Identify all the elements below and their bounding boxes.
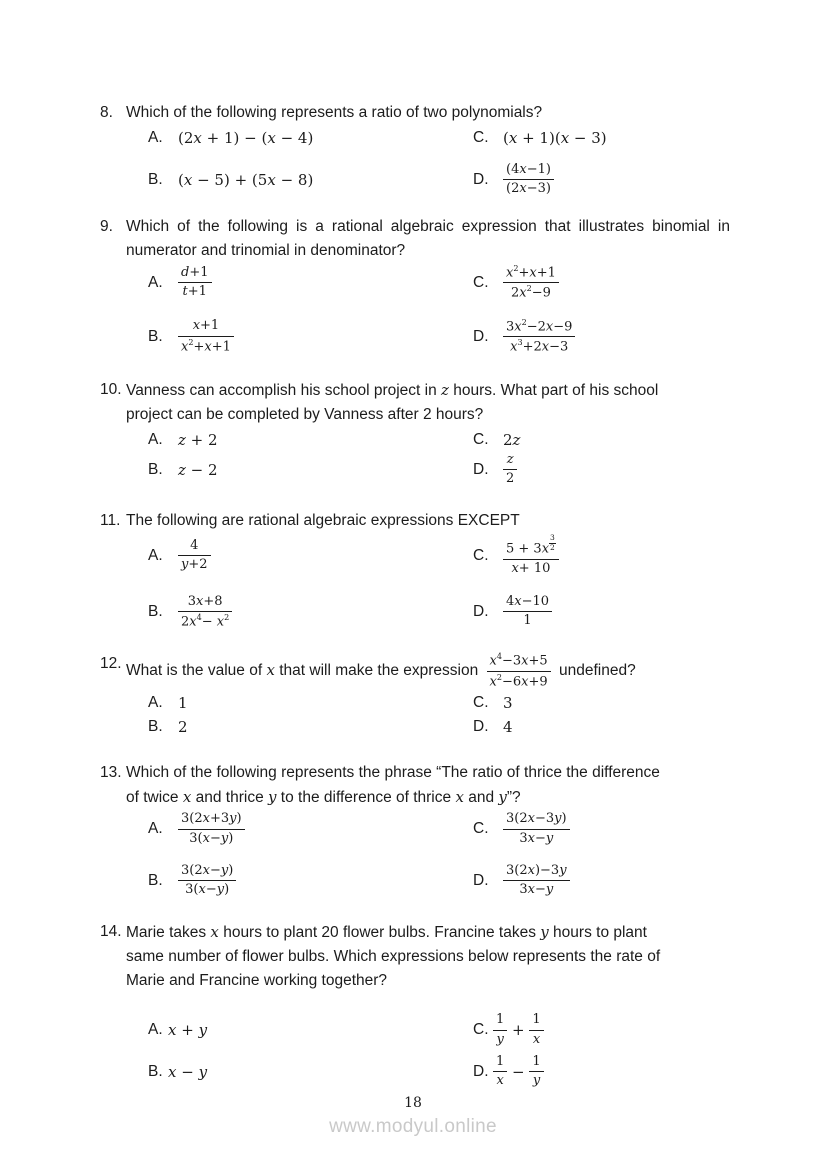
prompt-text: Marie takes — [126, 924, 211, 942]
option-content — [503, 694, 513, 712]
fraction-numerator: 1 — [493, 1054, 507, 1072]
prompt-text: ”? — [506, 789, 521, 807]
inline-math: x — [455, 788, 464, 807]
page-number: 18 — [404, 1095, 422, 1111]
fraction-denominator: 3(x−y) — [185, 882, 230, 898]
option-content — [503, 452, 517, 488]
exponent: 4 — [196, 612, 202, 622]
fraction — [493, 1054, 507, 1090]
exponent: 4 — [496, 652, 502, 662]
option-content — [503, 863, 570, 899]
option-label: D. — [473, 602, 489, 620]
option-row — [126, 811, 730, 847]
option-content — [503, 811, 570, 847]
option-row — [126, 1054, 730, 1090]
exponent: 2 — [496, 672, 502, 682]
option-c — [473, 126, 730, 150]
option-content — [178, 129, 313, 147]
fraction-denominator: $x^2+x+1$ — [181, 337, 231, 354]
inline-math: x — [182, 788, 192, 807]
option-b — [148, 863, 473, 899]
option-b — [148, 715, 473, 739]
option-d — [473, 594, 730, 631]
fraction-numerator: 5 + 3x $\frac{3}{2}$ — [503, 534, 559, 560]
prompt-text: Vanness can accomplish his school project in — [126, 381, 442, 399]
option-content — [503, 431, 520, 449]
option-label: C. — [473, 546, 489, 564]
fraction-numerator: $x^4-3x+5$ — [487, 652, 551, 672]
fraction-numerator: 4 — [178, 538, 211, 556]
option-b — [148, 318, 473, 356]
inline-math: 4 — [503, 718, 513, 737]
option-label: C. — [473, 129, 489, 146]
question-number: 10. — [100, 380, 122, 398]
option-b — [148, 1054, 473, 1090]
question-body — [126, 215, 730, 356]
prompt-text: that will make the expression — [274, 662, 483, 680]
inline-math: z + 2 — [178, 430, 218, 449]
prompt-text: The following are rational algebraic expressions EXCEPT — [126, 512, 520, 530]
option-content — [178, 594, 232, 631]
fraction-denominator: x+ 10 — [511, 561, 551, 577]
option-content — [503, 534, 559, 577]
inline-math: x — [266, 661, 275, 680]
question-prompt — [126, 101, 730, 125]
option-b — [148, 452, 473, 488]
option-d — [473, 1054, 730, 1090]
fraction-numerator: 1 — [493, 1012, 507, 1030]
options-grid — [126, 534, 730, 630]
prompt-text: Which of the following is a rational algebraic expression that illustrates binomial in numerator and trinomial in denominator? — [126, 217, 730, 259]
option-content — [178, 318, 234, 355]
inline-math: x + y — [168, 1021, 208, 1040]
option-label: C. — [473, 1021, 489, 1039]
fraction — [178, 863, 236, 899]
fraction-denominator: 2 — [506, 471, 515, 487]
fraction — [178, 811, 245, 847]
option-d — [473, 162, 730, 198]
option-label: B. — [148, 1062, 163, 1080]
option-a — [148, 428, 473, 452]
fraction-numerator: 4x−10 — [503, 594, 552, 612]
option-content — [503, 264, 559, 302]
option-label: D. — [473, 871, 489, 889]
fraction-denominator: (2x−3) — [506, 181, 551, 197]
option-row — [126, 691, 730, 715]
inline-math: y — [498, 788, 507, 807]
option-c — [473, 691, 730, 715]
question-prompt — [126, 378, 730, 427]
exponent: 2 — [513, 263, 519, 273]
option-label: B. — [148, 170, 163, 188]
fraction-denominator: 3(x−y) — [189, 830, 234, 846]
option-d — [473, 452, 730, 488]
option-label: A. — [148, 820, 163, 838]
question-10 — [100, 378, 730, 488]
option-label: D. — [473, 460, 489, 478]
prompt-text: and — [463, 789, 499, 807]
fraction-denominator: 3x−y — [519, 830, 554, 846]
option-a — [148, 691, 473, 715]
option-a — [148, 1012, 473, 1048]
options-grid — [126, 428, 730, 488]
option-label: A. — [148, 546, 163, 564]
fraction-numerator: 1 — [529, 1054, 543, 1072]
option-row — [126, 264, 730, 302]
option-a — [148, 126, 473, 150]
question-8 — [100, 101, 730, 198]
fraction — [503, 811, 570, 847]
inline-math: (2x + 1) − (x − 4) — [178, 129, 314, 147]
inline-math: z — [441, 380, 449, 399]
option-label: C. — [473, 694, 489, 712]
option-label: C. — [473, 430, 489, 448]
prompt-text: of twice — [126, 789, 183, 807]
option-row — [126, 534, 730, 577]
option-row — [126, 162, 730, 198]
option-label: A. — [148, 1021, 163, 1039]
question-13 — [100, 761, 730, 898]
fraction-numerator: (4x−1) — [503, 162, 554, 180]
prompt-text: and thrice — [191, 789, 269, 807]
exponent: 3 — [517, 338, 523, 348]
fraction-denominator: y — [496, 1031, 504, 1047]
inline-math: + — [507, 1021, 530, 1040]
inline-math: x — [210, 923, 219, 942]
option-label: A. — [148, 129, 163, 146]
option-row — [126, 594, 730, 631]
fraction — [503, 863, 570, 899]
fraction-numerator: 3(2x+3y) — [178, 811, 245, 829]
option-label: B. — [148, 327, 163, 345]
option-label: C. — [473, 820, 489, 838]
option-row — [126, 452, 730, 488]
exponent: 2 — [188, 337, 194, 347]
option-content — [178, 718, 188, 736]
option-content — [178, 265, 212, 301]
option-content — [178, 538, 211, 574]
fraction-denominator: t+1 — [182, 284, 207, 300]
prompt-text: project can be completed by Vanness after 2 hours? — [126, 405, 484, 423]
fraction-numerator: 1 — [529, 1012, 543, 1030]
option-a — [148, 264, 473, 302]
options-grid — [126, 1012, 730, 1089]
prompt-text: to the difference of thrice — [276, 789, 456, 807]
question-body — [126, 920, 730, 1089]
fraction — [493, 1012, 507, 1048]
fraction — [178, 538, 211, 574]
question-prompt — [126, 761, 730, 810]
option-content — [178, 461, 218, 479]
prompt-text: What is the value of — [126, 662, 267, 680]
fraction-numerator: d+1 — [178, 265, 212, 283]
question-number: 8. — [100, 104, 113, 121]
question-prompt — [126, 652, 730, 690]
fraction-denominator: 1 — [523, 613, 532, 629]
fraction-numerator: 3(2x)−3y — [503, 863, 570, 881]
fraction — [503, 534, 559, 577]
option-label: D. — [473, 327, 489, 345]
watermark: www.modyul.online — [329, 1116, 497, 1137]
fraction-denominator: $2x^4- x^2$ — [181, 612, 230, 630]
fraction-numerator: $x^2+x+1$ — [503, 264, 559, 284]
prompt-text: hours. What part of his school — [448, 381, 659, 399]
fraction — [503, 318, 575, 356]
inline-math: 2 — [178, 718, 188, 737]
question-prompt — [126, 509, 730, 533]
question-12 — [100, 652, 730, 739]
question-number: 11. — [100, 512, 121, 530]
option-label: B. — [148, 871, 163, 889]
option-content — [503, 162, 554, 198]
option-label: B. — [148, 460, 163, 478]
fraction-numerator: x+1 — [178, 318, 234, 336]
fraction-denominator: $2x^2-9$ — [510, 284, 551, 301]
fraction-denominator: y — [532, 1073, 541, 1089]
question-body — [126, 652, 730, 739]
option-b — [148, 162, 473, 198]
question-11 — [100, 509, 730, 630]
question-number: 13. — [100, 764, 122, 782]
inline-math: z − 2 — [178, 460, 218, 479]
option-label: D. — [473, 170, 489, 188]
fraction — [487, 652, 551, 690]
option-row — [126, 1012, 730, 1048]
options-grid — [126, 811, 730, 898]
inline-math: x − y — [168, 1062, 208, 1081]
option-label: D. — [473, 1062, 489, 1080]
option-label: D. — [473, 718, 489, 736]
option-c — [473, 811, 730, 847]
inline-math: 1 — [178, 694, 188, 713]
inline-math: y — [268, 788, 277, 807]
question-body — [126, 101, 730, 198]
option-label: B. — [148, 602, 163, 620]
option-content — [493, 1054, 544, 1090]
option-a — [148, 534, 473, 577]
option-content — [178, 863, 236, 899]
prompt-text: Which of the following represents a ratio of two polynomials? — [126, 104, 543, 121]
question-body — [126, 378, 730, 488]
option-row — [126, 126, 730, 150]
option-content — [493, 1012, 544, 1048]
option-row — [126, 428, 730, 452]
fraction-numerator: 3(2x−3y) — [503, 811, 570, 829]
inline-math: (x − 5) + (5x − 8) — [178, 170, 314, 189]
fraction — [503, 264, 559, 302]
question-14 — [100, 920, 730, 1089]
option-content — [178, 431, 218, 449]
option-d — [473, 863, 730, 899]
prompt-text: same number of flower bulbs. Which expressions below represents the rate of — [126, 948, 661, 966]
options-grid — [126, 126, 730, 198]
prompt-text: hours to plant 20 flower bulbs. Francine takes — [218, 924, 541, 942]
option-content — [168, 1063, 207, 1081]
exponent-fraction: $\frac{3}{2}$ — [550, 533, 555, 552]
question-body — [126, 761, 730, 898]
prompt-text: Marie and Francine working together? — [126, 972, 388, 990]
inline-math: y — [540, 923, 549, 942]
option-content — [503, 129, 607, 147]
prompt-text: Which of the following represents the phrase “The ratio of thrice the difference — [126, 764, 660, 782]
fraction — [503, 452, 517, 488]
option-c — [473, 534, 730, 577]
option-d — [473, 318, 730, 356]
fraction — [503, 162, 554, 198]
fraction-numerator: 3(2x−y) — [178, 863, 236, 881]
prompt-text: undefined? — [554, 662, 636, 680]
question-number: 9. — [100, 217, 113, 235]
option-content — [178, 171, 313, 189]
option-content — [503, 594, 552, 630]
option-a — [148, 811, 473, 847]
option-content — [503, 318, 575, 356]
inline-math: (x + 1)(x − 3) — [503, 129, 607, 147]
fraction — [529, 1012, 543, 1048]
option-content — [168, 1021, 207, 1039]
fraction-denominator: y+2 — [181, 557, 208, 573]
option-label: A. — [148, 430, 163, 448]
questions-list — [100, 101, 730, 1111]
option-row — [126, 318, 730, 356]
inline-math: 2z — [503, 430, 521, 449]
fraction-denominator: $x^3+2x-3$ — [510, 338, 569, 355]
option-row — [126, 715, 730, 739]
option-b — [148, 594, 473, 631]
fraction-numerator: $3x^2-2x-9$ — [503, 318, 575, 338]
fraction-denominator: x — [496, 1073, 504, 1089]
option-label: A. — [148, 694, 163, 712]
options-grid — [126, 691, 730, 739]
option-row — [126, 863, 730, 899]
fraction — [178, 318, 234, 355]
option-c — [473, 264, 730, 302]
question-prompt — [126, 215, 730, 263]
question-number: 14. — [100, 923, 122, 941]
option-content — [178, 694, 188, 712]
exponent: 2 — [526, 284, 532, 294]
option-content — [178, 811, 245, 847]
fraction-numerator: 3x+8 — [178, 594, 232, 612]
exponent: 2 — [224, 612, 230, 622]
prompt-text: hours to plant — [548, 924, 647, 942]
question-9 — [100, 215, 730, 356]
inline-math: 3 — [503, 694, 513, 713]
option-c — [473, 1012, 730, 1048]
option-d — [473, 715, 730, 739]
question-body — [126, 509, 730, 630]
fraction — [178, 594, 232, 631]
option-label: B. — [148, 718, 163, 736]
option-label: A. — [148, 273, 163, 291]
fraction — [529, 1054, 543, 1090]
fraction — [503, 594, 552, 630]
option-label: C. — [473, 273, 489, 291]
options-grid — [126, 264, 730, 356]
fraction-denominator: $x^2-6x+9$ — [489, 672, 548, 690]
exponent: 2 — [521, 317, 527, 327]
fraction-numerator: z — [503, 452, 517, 470]
question-prompt — [126, 920, 730, 993]
question-number: 12. — [100, 655, 122, 673]
fraction — [178, 265, 212, 301]
option-content — [503, 718, 513, 736]
fraction-denominator: x — [532, 1031, 541, 1047]
option-c — [473, 428, 730, 452]
inline-math: − — [507, 1062, 530, 1081]
fraction-denominator: 3x−y — [519, 882, 554, 898]
